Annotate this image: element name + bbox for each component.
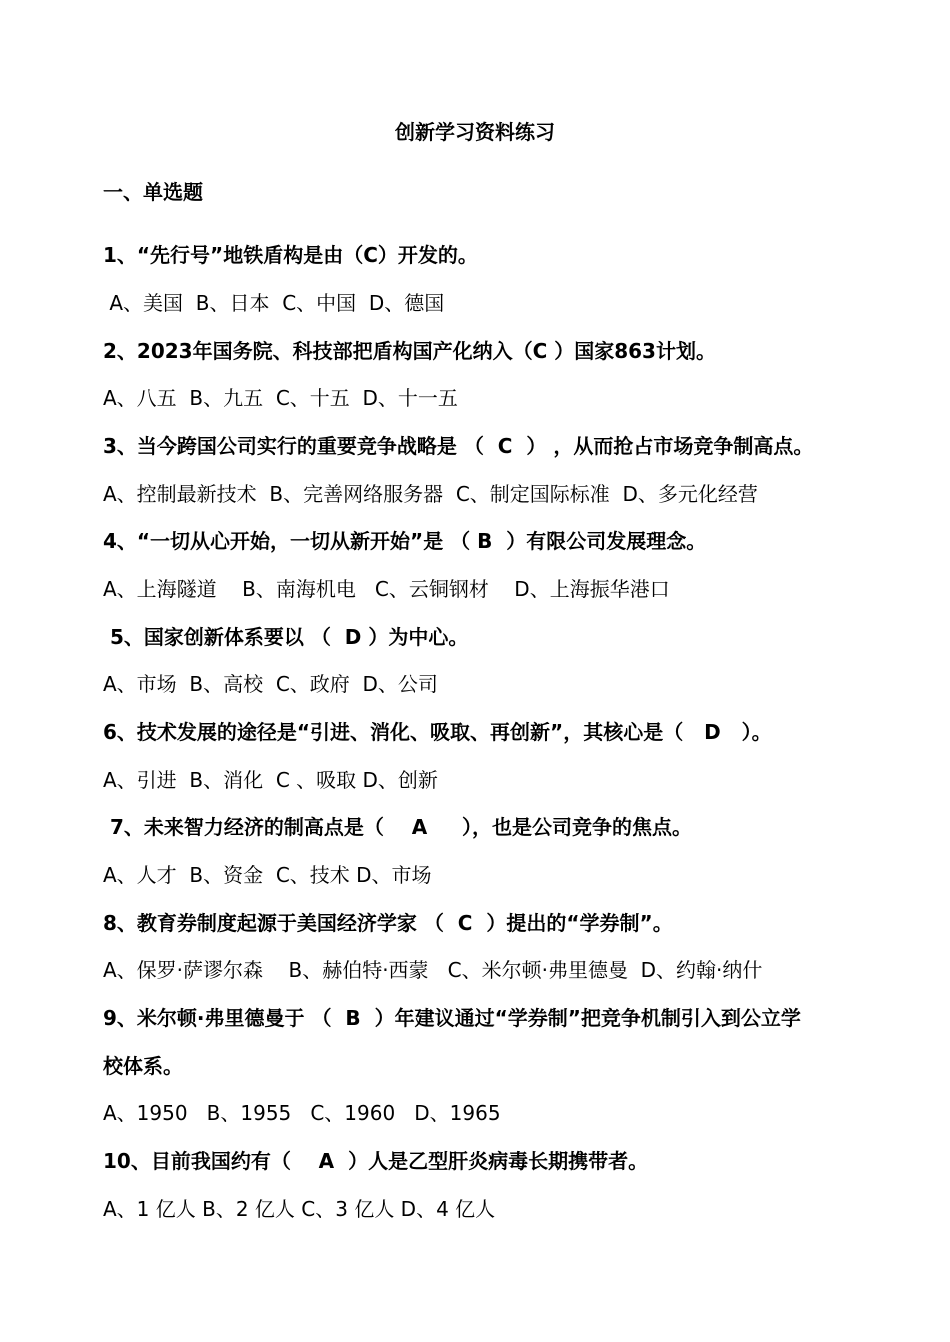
options-9: A、1950 B、1955 C、1960 D、1965 [103, 1101, 501, 1125]
question-2: 2、2023年国务院、科技部把盾构国产化纳入（C ）国家863计划。 [103, 339, 716, 363]
question-6: 6、技术发展的途径是“引进、消化、吸取、再创新”，其核心是（ D ）。 [103, 720, 772, 744]
question-7: 7、未来智力经济的制高点是（ A ），也是公司竞争的焦点。 [103, 815, 693, 839]
options-2: A、八五 B、九五 C、十五 D、十一五 [103, 386, 458, 410]
options-10: A、1 亿人 B、2 亿人 C、3 亿人 D、4 亿人 [103, 1197, 496, 1221]
options-6: A、引进 B、消化 C 、吸取 D、创新 [103, 768, 438, 792]
question-5: 5、国家创新体系要以 （ D ）为中心。 [103, 625, 469, 649]
document-title: 创新学习资料练习 [395, 120, 555, 144]
question-9-continued: 校体系。 [103, 1054, 183, 1078]
options-5: A、市场 B、高校 C、政府 D、公司 [103, 672, 438, 696]
question-1: 1、“先行号”地铁盾构是由（C）开发的。 [103, 243, 478, 267]
question-8: 8、教育券制度起源于美国经济学家 （ C ）提出的“学券制”。 [103, 911, 673, 935]
options-1: A、美国 B、日本 C、中国 D、德国 [103, 291, 445, 315]
options-8: A、保罗·萨谬尔森 B、赫伯特·西蒙 C、米尔顿·弗里德曼 D、约翰·纳什 [103, 958, 763, 982]
question-9: 9、米尔顿·弗里德曼于 （ B ）年建议通过“学券制”把竞争机制引入到公立学 [103, 1006, 801, 1030]
options-3: A、控制最新技术 B、完善网络服务器 C、制定国际标准 D、多元化经营 [103, 482, 758, 506]
section-heading: 一、单选题 [103, 180, 203, 204]
options-7: A、人才 B、资金 C、技术 D、市场 [103, 863, 432, 887]
question-3: 3、当今跨国公司实行的重要竞争战略是 （ C ） ，从而抢占市场竞争制高点。 [103, 434, 814, 458]
options-4: A、上海隧道 B、南海机电 C、云铜钢材 D、上海振华港口 [103, 577, 670, 601]
question-4: 4、“一切从心开始，一切从新开始”是 （ B ）有限公司发展理念。 [103, 529, 707, 553]
question-10: 10、目前我国约有（ A ）人是乙型肝炎病毒长期携带者。 [103, 1149, 649, 1173]
